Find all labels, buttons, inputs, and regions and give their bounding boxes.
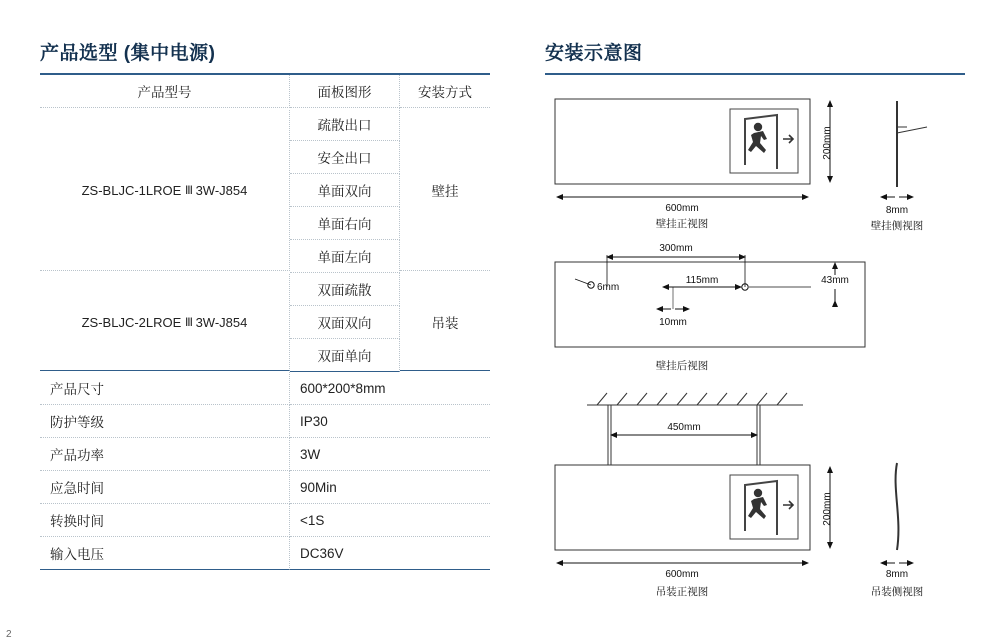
section-title-installation: 安装示意图: [545, 43, 643, 64]
installation-diagram-section: [545, 38, 965, 617]
svg-text:300mm: 300mm: [659, 243, 693, 254]
model-prefix-2: ZS-BLJC-2LROE: [81, 314, 182, 330]
spec-value: DC36V: [290, 537, 490, 570]
table-row: [40, 108, 490, 141]
svg-text:壁挂后视图: 壁挂后视图: [655, 360, 709, 372]
title-divider-right: [545, 73, 965, 75]
table-row: [40, 537, 490, 570]
diagram-hang-side: [871, 463, 924, 598]
model-suffix-2: 3W-J854: [195, 314, 248, 330]
svg-text:6mm: 6mm: [597, 282, 620, 293]
svg-text:115mm: 115mm: [685, 275, 719, 286]
table-header-row: [40, 75, 490, 108]
header-panel: 面板图形: [290, 75, 400, 108]
svg-text:450mm: 450mm: [667, 422, 701, 433]
panel-type: 安全出口: [290, 141, 400, 174]
spec-label: 产品尺寸: [40, 372, 290, 405]
svg-text:600mm: 600mm: [665, 569, 699, 580]
spec-label: 应急时间: [40, 471, 290, 504]
header-install: 安装方式: [400, 75, 490, 108]
header-model: 产品型号: [40, 75, 290, 108]
table-row: [40, 504, 490, 537]
installation-diagrams-svg: [545, 87, 965, 617]
svg-text:壁挂正视图: 壁挂正视图: [655, 218, 709, 230]
svg-text:8mm: 8mm: [885, 569, 909, 580]
table-row: [40, 405, 490, 438]
model-cell-1: [40, 110, 290, 271]
spec-label: 产品功率: [40, 438, 290, 471]
panel-type: 双面单向: [290, 339, 400, 372]
spec-value: 3W: [290, 438, 490, 471]
svg-text:200mm: 200mm: [822, 492, 833, 526]
table-row: [40, 471, 490, 504]
panel-type: 疏散出口: [290, 108, 400, 141]
panel-type: 双面疏散: [290, 273, 400, 306]
svg-text:吊装正视图: 吊装正视图: [655, 586, 709, 598]
table-row: [40, 372, 490, 405]
page-number: 2: [6, 629, 12, 640]
svg-text:10mm: 10mm: [659, 317, 687, 328]
diagram-hang-front: [555, 393, 833, 598]
panel-type: 单面右向: [290, 207, 400, 240]
svg-text:吊装侧视图: 吊装侧视图: [870, 586, 924, 598]
spec-label: 防护等级: [40, 405, 290, 438]
spec-value: IP30: [290, 405, 490, 438]
spec-value: <1S: [290, 504, 490, 537]
install-cell-1: 壁挂: [400, 110, 490, 271]
table-row: [40, 273, 490, 306]
panel-type: 双面双向: [290, 306, 400, 339]
spec-label: 转换时间: [40, 504, 290, 537]
table-row: [40, 438, 490, 471]
spec-value: 600*200*8mm: [290, 372, 490, 405]
diagrams-container: [545, 87, 965, 617]
install-cell-2: 吊装: [400, 274, 490, 371]
svg-text:600mm: 600mm: [665, 203, 699, 214]
spec-label: 输入电压: [40, 537, 290, 570]
diagram-wall-side: [871, 101, 927, 232]
model-roman-1: III: [184, 183, 192, 197]
svg-text:8mm: 8mm: [885, 205, 909, 216]
svg-text:壁挂侧视图: 壁挂侧视图: [870, 220, 924, 232]
diagram-wall-back: [555, 243, 865, 372]
svg-text:200mm: 200mm: [822, 126, 833, 160]
model-prefix-1: ZS-BLJC-1LROE: [81, 182, 182, 198]
model-roman-2: III: [184, 315, 192, 329]
svg-text:43mm: 43mm: [821, 275, 849, 286]
section-title-product-selection: 产品选型 (集中电源): [40, 43, 216, 64]
model-suffix-1: 3W-J854: [195, 182, 248, 198]
model-cell-2: [40, 274, 290, 371]
diagram-wall-front: [555, 99, 833, 230]
product-selection-section: [40, 38, 490, 570]
spec-value: 90Min: [290, 471, 490, 504]
panel-type: 单面双向: [290, 174, 400, 207]
product-spec-table: [40, 75, 490, 570]
panel-type: 单面左向: [290, 240, 400, 273]
